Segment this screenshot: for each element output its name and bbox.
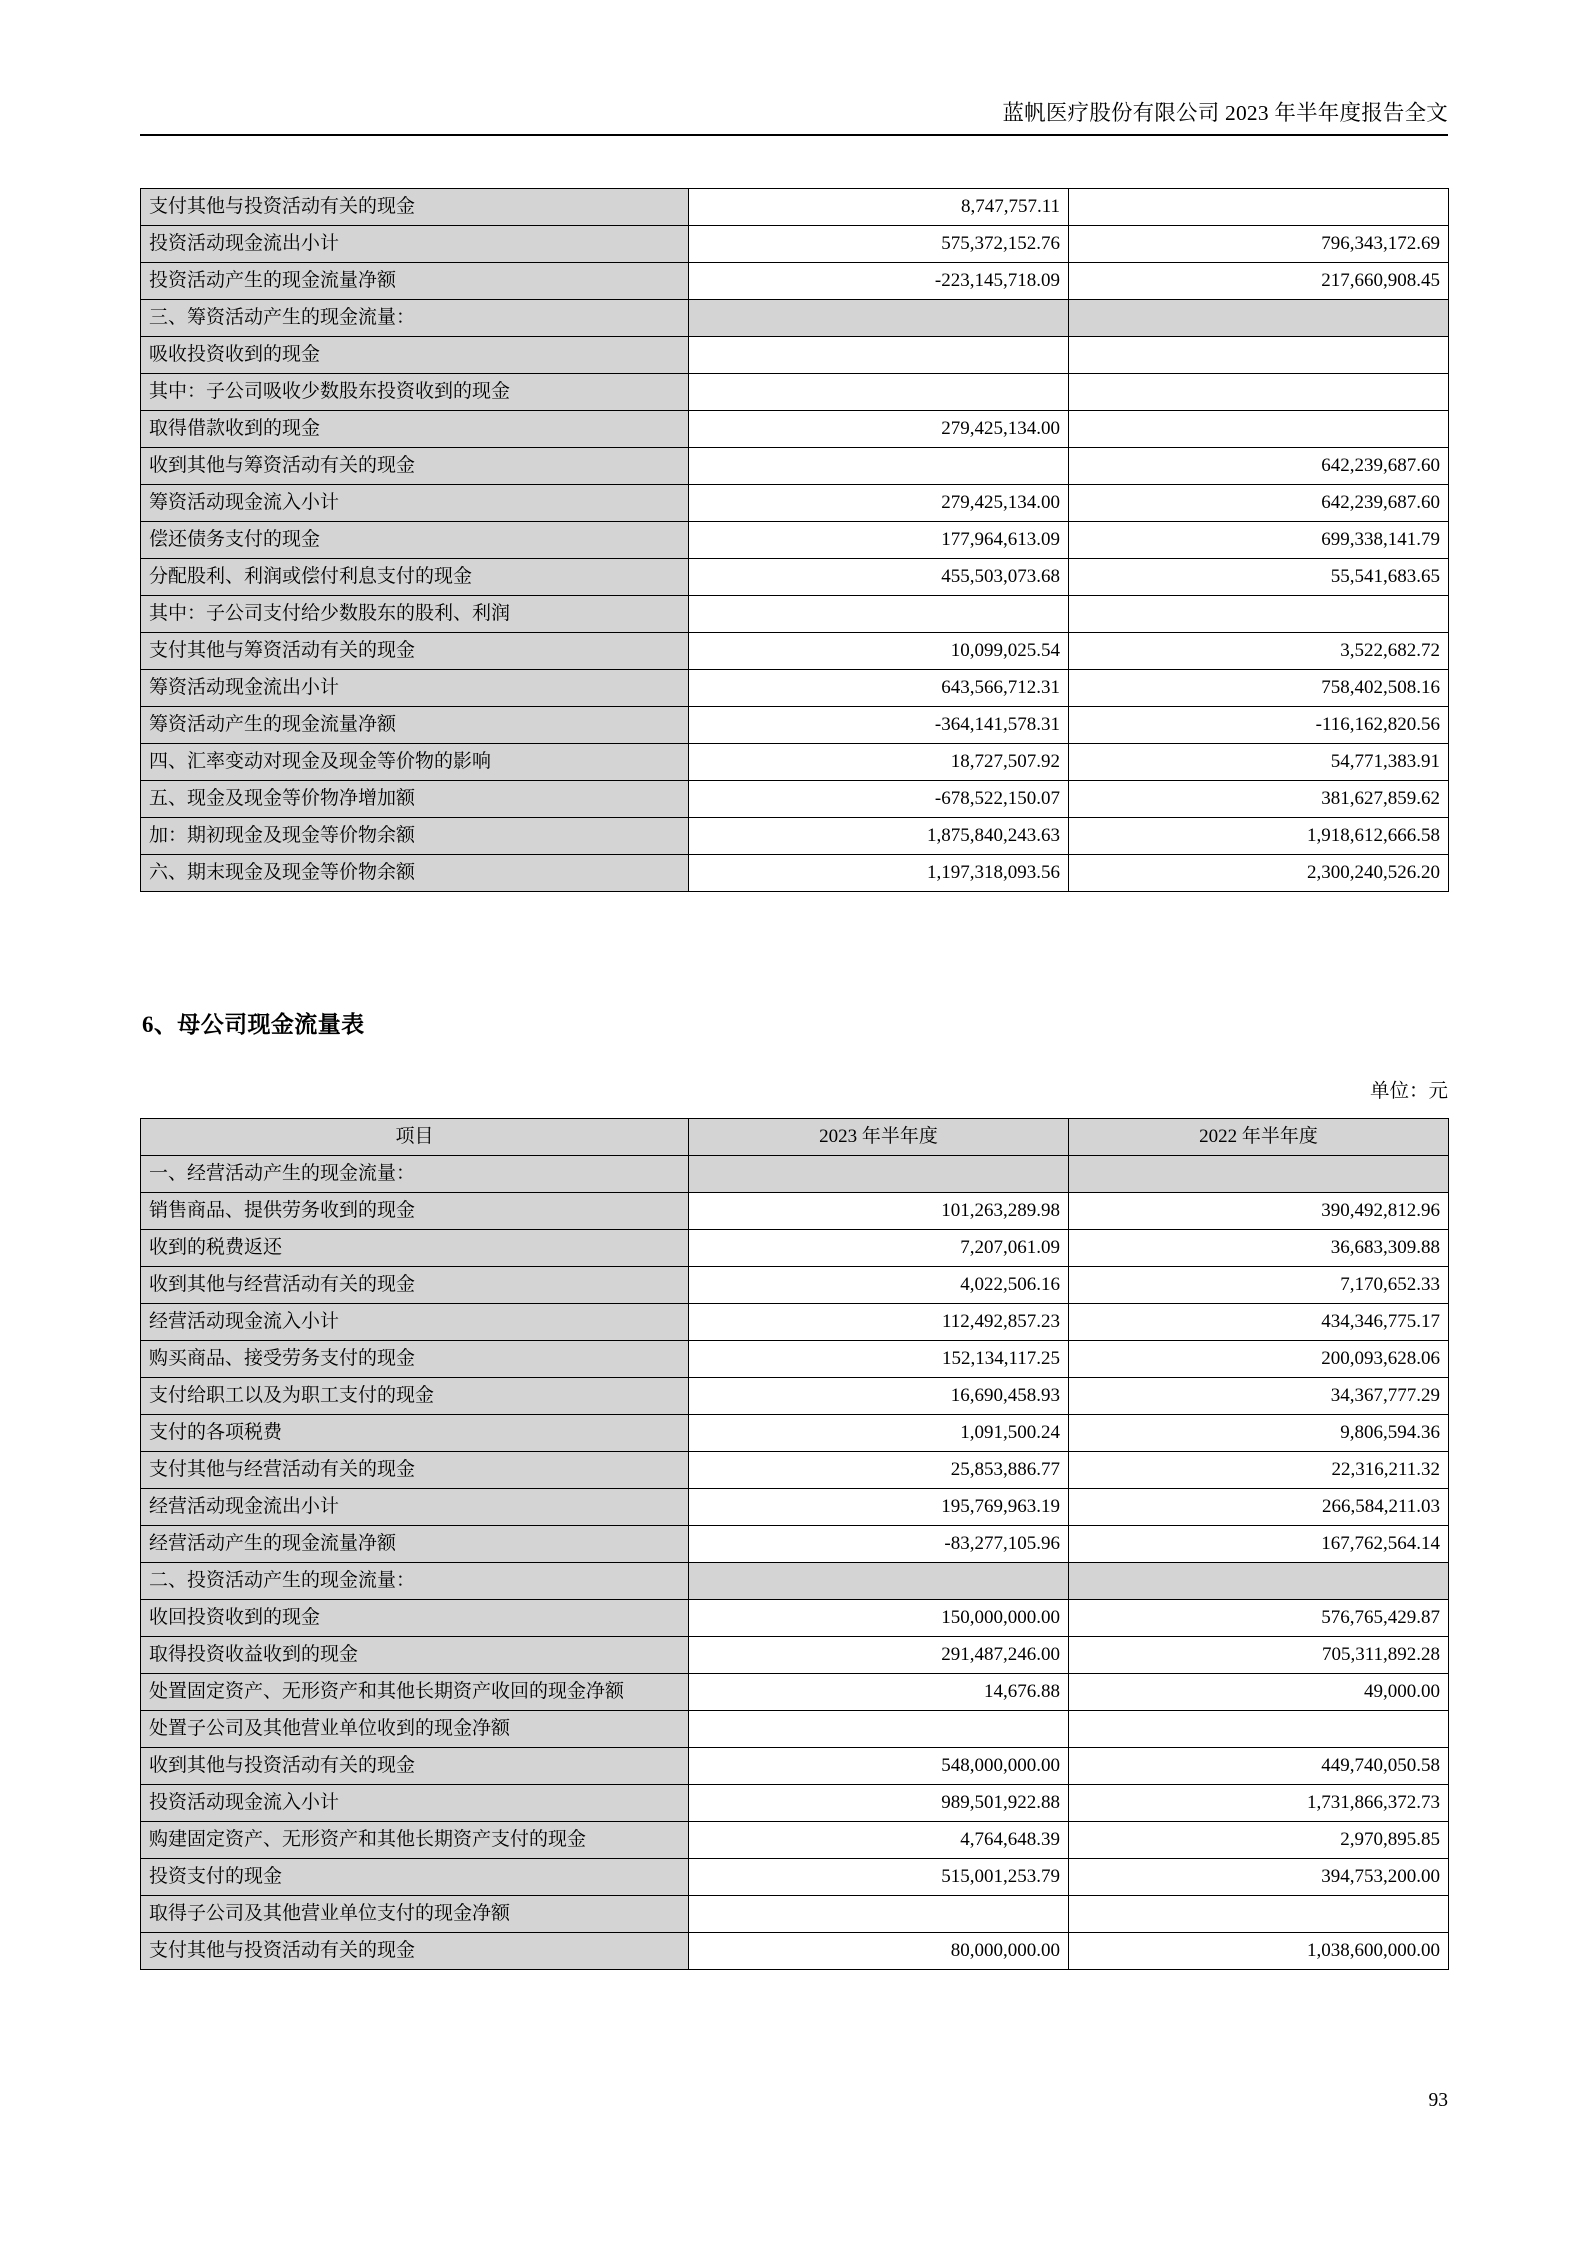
table-row: [141, 189, 1449, 226]
row-item-label: 三、筹资活动产生的现金流量：: [141, 300, 689, 337]
row-value-current-period: [689, 448, 1069, 485]
row-value-current-period: -364,141,578.31: [689, 707, 1069, 744]
row-value-current-period: 14,676.88: [689, 1674, 1069, 1711]
row-value-current-period: 101,263,289.98: [689, 1193, 1069, 1230]
row-item-label: 六、期末现金及现金等价物余额: [141, 855, 689, 892]
section-heading: 6、母公司现金流量表: [142, 1012, 365, 1037]
row-item-label: 筹资活动产生的现金流量净额: [141, 707, 689, 744]
row-value-current-period: 150,000,000.00: [689, 1600, 1069, 1637]
row-value-prior-period: 642,239,687.60: [1069, 448, 1449, 485]
row-value-current-period: 279,425,134.00: [689, 411, 1069, 448]
table-row: [141, 1859, 1449, 1896]
row-value-current-period: 548,000,000.00: [689, 1748, 1069, 1785]
table-row: [141, 411, 1449, 448]
unit-note: 单位：元: [1369, 1081, 1448, 1102]
row-value-current-period: 989,501,922.88: [689, 1785, 1069, 1822]
table-row: [141, 1600, 1449, 1637]
row-item-label: 收回投资收到的现金: [141, 1600, 689, 1637]
row-item-label: 收到其他与投资活动有关的现金: [141, 1748, 689, 1785]
table-row: [141, 1230, 1449, 1267]
table-row: [141, 485, 1449, 522]
table-row: [141, 1267, 1449, 1304]
table-row: [141, 1452, 1449, 1489]
row-item-label: 收到的税费返还: [141, 1230, 689, 1267]
table-row: [141, 1822, 1449, 1859]
table-row: [141, 559, 1449, 596]
parent-cash-flow-table-head: [141, 1119, 1449, 1156]
row-value-prior-period: 266,584,211.03: [1069, 1489, 1449, 1526]
column-header-item: 项目: [141, 1119, 689, 1156]
row-value-current-period: [689, 1896, 1069, 1933]
table-row: [141, 1674, 1449, 1711]
table-row: [141, 1933, 1449, 1970]
row-item-label: 支付其他与投资活动有关的现金: [141, 1933, 689, 1970]
column-header-period-2023: 2023 年半年度: [689, 1119, 1069, 1156]
table-row: [141, 744, 1449, 781]
row-value-prior-period: 55,541,683.65: [1069, 559, 1449, 596]
row-item-label: 支付其他与经营活动有关的现金: [141, 1452, 689, 1489]
row-value-prior-period: [1069, 411, 1449, 448]
table-row: [141, 818, 1449, 855]
row-value-prior-period: 758,402,508.16: [1069, 670, 1449, 707]
table-row: [141, 1748, 1449, 1785]
header-divider-rule: [140, 134, 1448, 136]
row-value-prior-period: [1069, 337, 1449, 374]
row-item-label: 投资支付的现金: [141, 1859, 689, 1896]
parent-cash-flow-table-container: [140, 1118, 1449, 1970]
parent-cash-flow-table-body: [141, 1156, 1449, 1970]
row-value-current-period: -678,522,150.07: [689, 781, 1069, 818]
row-value-prior-period: 449,740,050.58: [1069, 1748, 1449, 1785]
table-row: [141, 1193, 1449, 1230]
running-head-text: 蓝帆医疗股份有限公司 2023 年半年度报告全文: [1002, 101, 1448, 125]
row-value-prior-period: [1069, 1711, 1449, 1748]
page-number: 93: [1428, 2090, 1448, 2111]
table-row: [141, 374, 1449, 411]
row-value-current-period: 4,022,506.16: [689, 1267, 1069, 1304]
row-value-current-period: 1,091,500.24: [689, 1415, 1069, 1452]
row-value-prior-period: [1069, 596, 1449, 633]
row-value-current-period: [689, 337, 1069, 374]
row-value-current-period: [689, 1711, 1069, 1748]
row-item-label: 加：期初现金及现金等价物余额: [141, 818, 689, 855]
table-row: [141, 670, 1449, 707]
row-value-prior-period: [1069, 1156, 1449, 1193]
row-value-current-period: 1,875,840,243.63: [689, 818, 1069, 855]
row-value-prior-period: 394,753,200.00: [1069, 1859, 1449, 1896]
row-item-label: 支付的各项税费: [141, 1415, 689, 1452]
row-value-prior-period: [1069, 300, 1449, 337]
table-row: [141, 263, 1449, 300]
table-row: [141, 448, 1449, 485]
row-value-prior-period: 1,038,600,000.00: [1069, 1933, 1449, 1970]
row-item-label: 取得借款收到的现金: [141, 411, 689, 448]
table-row: [141, 855, 1449, 892]
row-item-label: 筹资活动现金流出小计: [141, 670, 689, 707]
row-value-prior-period: 36,683,309.88: [1069, 1230, 1449, 1267]
page-running-header: [140, 98, 1448, 128]
row-value-prior-period: 2,970,895.85: [1069, 1822, 1449, 1859]
row-value-current-period: 16,690,458.93: [689, 1378, 1069, 1415]
row-value-prior-period: [1069, 189, 1449, 226]
table-row: [141, 1637, 1449, 1674]
row-item-label: 五、现金及现金等价物净增加额: [141, 781, 689, 818]
table-row: [141, 1526, 1449, 1563]
row-value-current-period: -223,145,718.09: [689, 263, 1069, 300]
row-item-label: 二、投资活动产生的现金流量：: [141, 1563, 689, 1600]
row-value-current-period: 643,566,712.31: [689, 670, 1069, 707]
row-value-current-period: 291,487,246.00: [689, 1637, 1069, 1674]
row-item-label: 取得投资收益收到的现金: [141, 1637, 689, 1674]
row-item-label: 偿还债务支付的现金: [141, 522, 689, 559]
row-item-label: 投资活动现金流入小计: [141, 1785, 689, 1822]
row-value-current-period: 80,000,000.00: [689, 1933, 1069, 1970]
row-value-current-period: 7,207,061.09: [689, 1230, 1069, 1267]
row-value-prior-period: 2,300,240,526.20: [1069, 855, 1449, 892]
row-value-current-period: 575,372,152.76: [689, 226, 1069, 263]
table-header-row: [141, 1119, 1449, 1156]
table-row: [141, 1156, 1449, 1193]
column-header-period-2022: 2022 年半年度: [1069, 1119, 1449, 1156]
row-value-current-period: [689, 596, 1069, 633]
row-value-prior-period: 1,731,866,372.73: [1069, 1785, 1449, 1822]
table-row: [141, 1896, 1449, 1933]
row-value-prior-period: 9,806,594.36: [1069, 1415, 1449, 1452]
table-row: [141, 707, 1449, 744]
row-value-current-period: 515,001,253.79: [689, 1859, 1069, 1896]
row-item-label: 购建固定资产、无形资产和其他长期资产支付的现金: [141, 1822, 689, 1859]
row-item-label: 收到其他与筹资活动有关的现金: [141, 448, 689, 485]
row-item-label: 吸收投资收到的现金: [141, 337, 689, 374]
row-value-current-period: -83,277,105.96: [689, 1526, 1069, 1563]
row-value-prior-period: 49,000.00: [1069, 1674, 1449, 1711]
row-value-prior-period: [1069, 374, 1449, 411]
row-value-prior-period: 200,093,628.06: [1069, 1341, 1449, 1378]
table-row: [141, 522, 1449, 559]
row-value-current-period: 8,747,757.11: [689, 189, 1069, 226]
row-value-prior-period: [1069, 1896, 1449, 1933]
table-row: [141, 1415, 1449, 1452]
row-value-current-period: 25,853,886.77: [689, 1452, 1069, 1489]
table-row: [141, 337, 1449, 374]
row-item-label: 投资活动现金流出小计: [141, 226, 689, 263]
row-item-label: 其中：子公司吸收少数股东投资收到的现金: [141, 374, 689, 411]
row-item-label: 一、经营活动产生的现金流量：: [141, 1156, 689, 1193]
row-value-prior-period: 576,765,429.87: [1069, 1600, 1449, 1637]
table-row: [141, 226, 1449, 263]
consolidated-cash-flow-table-container: [140, 188, 1449, 892]
table-row: [141, 1785, 1449, 1822]
row-value-current-period: 177,964,613.09: [689, 522, 1069, 559]
row-value-prior-period: 1,918,612,666.58: [1069, 818, 1449, 855]
table-row: [141, 300, 1449, 337]
row-value-current-period: [689, 300, 1069, 337]
row-value-prior-period: 796,343,172.69: [1069, 226, 1449, 263]
row-value-prior-period: 54,771,383.91: [1069, 744, 1449, 781]
row-item-label: 支付给职工以及为职工支付的现金: [141, 1378, 689, 1415]
row-item-label: 四、汇率变动对现金及现金等价物的影响: [141, 744, 689, 781]
row-value-current-period: 279,425,134.00: [689, 485, 1069, 522]
row-value-current-period: [689, 1563, 1069, 1600]
row-value-current-period: 10,099,025.54: [689, 633, 1069, 670]
row-value-current-period: 455,503,073.68: [689, 559, 1069, 596]
table-row: [141, 1341, 1449, 1378]
row-value-current-period: 4,764,648.39: [689, 1822, 1069, 1859]
row-value-current-period: 112,492,857.23: [689, 1304, 1069, 1341]
row-value-prior-period: 434,346,775.17: [1069, 1304, 1449, 1341]
table-row: [141, 596, 1449, 633]
row-value-current-period: 1,197,318,093.56: [689, 855, 1069, 892]
row-value-prior-period: 34,367,777.29: [1069, 1378, 1449, 1415]
row-value-current-period: 18,727,507.92: [689, 744, 1069, 781]
row-value-prior-period: 22,316,211.32: [1069, 1452, 1449, 1489]
row-item-label: 取得子公司及其他营业单位支付的现金净额: [141, 1896, 689, 1933]
row-value-prior-period: 7,170,652.33: [1069, 1267, 1449, 1304]
row-item-label: 经营活动现金流入小计: [141, 1304, 689, 1341]
table-row: [141, 781, 1449, 818]
table-row: [141, 1711, 1449, 1748]
row-value-current-period: 152,134,117.25: [689, 1341, 1069, 1378]
table-row: [141, 1563, 1449, 1600]
table-row: [141, 633, 1449, 670]
table-row: [141, 1489, 1449, 1526]
row-item-label: 投资活动产生的现金流量净额: [141, 263, 689, 300]
consolidated-cash-flow-table: [140, 188, 1449, 892]
row-value-prior-period: 167,762,564.14: [1069, 1526, 1449, 1563]
row-item-label: 其中：子公司支付给少数股东的股利、利润: [141, 596, 689, 633]
table-row: [141, 1304, 1449, 1341]
row-item-label: 经营活动现金流出小计: [141, 1489, 689, 1526]
row-value-prior-period: 3,522,682.72: [1069, 633, 1449, 670]
table-row: [141, 1378, 1449, 1415]
row-item-label: 支付其他与投资活动有关的现金: [141, 189, 689, 226]
row-item-label: 分配股利、利润或偿付利息支付的现金: [141, 559, 689, 596]
row-item-label: 销售商品、提供劳务收到的现金: [141, 1193, 689, 1230]
row-item-label: 处置固定资产、无形资产和其他长期资产收回的现金净额: [141, 1674, 689, 1711]
row-value-current-period: 195,769,963.19: [689, 1489, 1069, 1526]
parent-cash-flow-table: [140, 1118, 1449, 1970]
row-value-current-period: [689, 1156, 1069, 1193]
row-value-prior-period: [1069, 1563, 1449, 1600]
row-item-label: 经营活动产生的现金流量净额: [141, 1526, 689, 1563]
row-value-prior-period: 390,492,812.96: [1069, 1193, 1449, 1230]
row-value-current-period: [689, 374, 1069, 411]
row-value-prior-period: 217,660,908.45: [1069, 263, 1449, 300]
row-value-prior-period: 705,311,892.28: [1069, 1637, 1449, 1674]
row-item-label: 筹资活动现金流入小计: [141, 485, 689, 522]
row-value-prior-period: -116,162,820.56: [1069, 707, 1449, 744]
row-value-prior-period: 381,627,859.62: [1069, 781, 1449, 818]
row-item-label: 收到其他与经营活动有关的现金: [141, 1267, 689, 1304]
row-item-label: 购买商品、接受劳务支付的现金: [141, 1341, 689, 1378]
consolidated-cash-flow-table-body: [141, 189, 1449, 892]
row-item-label: 处置子公司及其他营业单位收到的现金净额: [141, 1711, 689, 1748]
row-value-prior-period: 699,338,141.79: [1069, 522, 1449, 559]
row-value-prior-period: 642,239,687.60: [1069, 485, 1449, 522]
row-item-label: 支付其他与筹资活动有关的现金: [141, 633, 689, 670]
